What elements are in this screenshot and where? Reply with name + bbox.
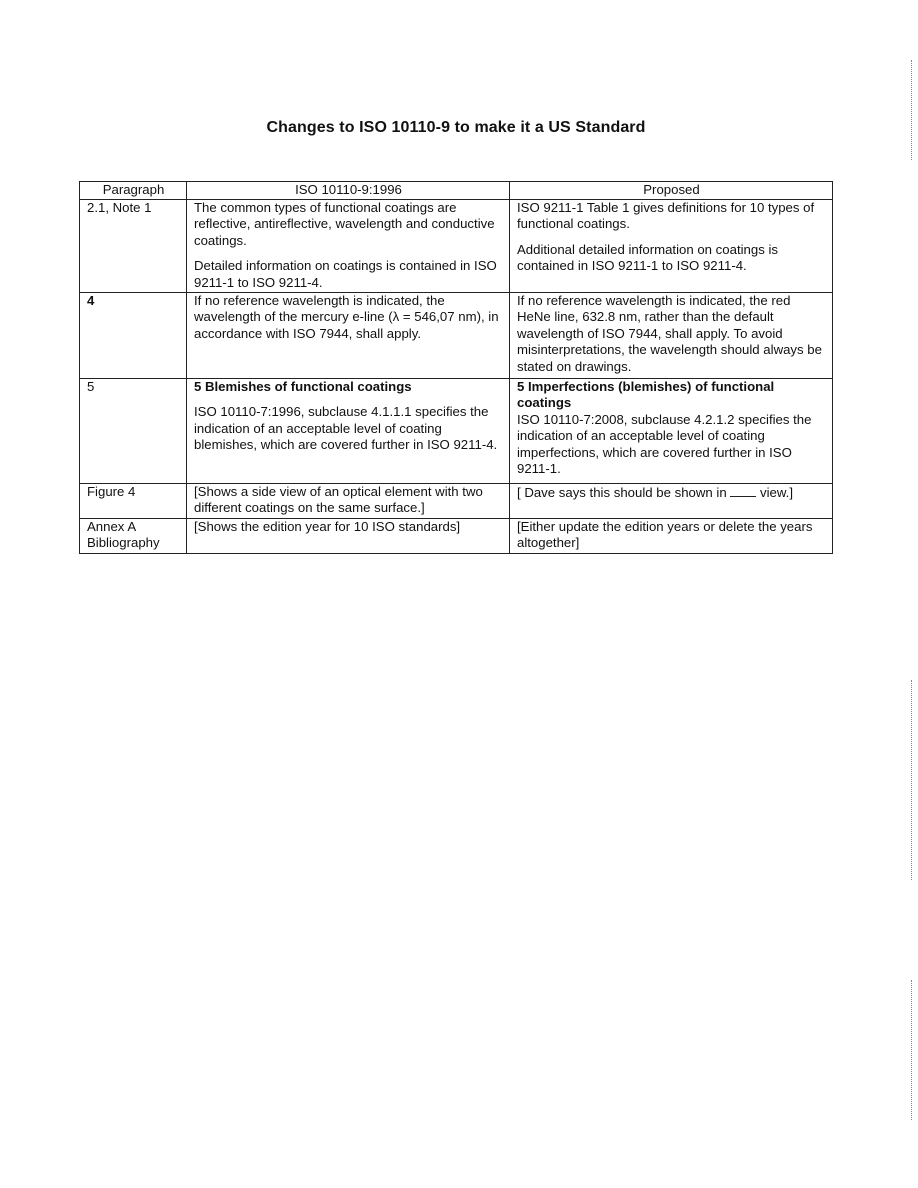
paragraph-ref-line2: Bibliography bbox=[87, 535, 160, 550]
table-row bbox=[80, 483, 833, 518]
iso-text: [Shows a side view of an optical element with two different coatings on the same surface.] bbox=[194, 483, 483, 515]
iso-cell bbox=[187, 518, 510, 553]
paragraph-cell bbox=[80, 199, 187, 292]
iso-heading: 5 Blemishes of functional coatings bbox=[194, 378, 412, 394]
paragraph-ref: Figure 4 bbox=[87, 483, 136, 499]
proposed-text: ISO 9211-1 Table 1 gives definitions for 10 types of functional coatings. bbox=[517, 199, 815, 231]
paragraph-cell bbox=[80, 292, 187, 378]
proposed-cell bbox=[510, 378, 833, 483]
paragraph-ref: 5 bbox=[87, 378, 95, 394]
page-title: Changes to ISO 10110-9 to make it a US Standard bbox=[266, 119, 646, 136]
header-proposed: Proposed bbox=[510, 182, 833, 200]
proposed-cell bbox=[510, 199, 833, 292]
iso-cell bbox=[187, 483, 510, 518]
table-row bbox=[80, 292, 833, 378]
iso-text: Detailed information on coatings is contained in ISO 9211-1 to ISO 9211-4. bbox=[194, 258, 497, 290]
proposed-text: ISO 10110-7:2008, subclause 4.2.1.2 specifies the indication of an acceptable level of coating imperfections, which are covered further in ISO 9211-1. bbox=[517, 411, 812, 476]
proposed-cell bbox=[510, 518, 833, 553]
proposed-cell bbox=[510, 483, 833, 518]
proposed-text-after: view.] bbox=[760, 484, 793, 500]
iso-cell bbox=[187, 378, 510, 483]
proposed-text-before: [ Dave says this should be shown in bbox=[517, 484, 727, 500]
table-row bbox=[80, 518, 833, 553]
scan-margin-mark bbox=[911, 980, 914, 1120]
paragraph-ref-line1: Annex A bbox=[87, 518, 137, 534]
header-iso: ISO 10110-9:1996 bbox=[187, 182, 510, 200]
paragraph-ref: 2.1, Note 1 bbox=[87, 199, 152, 215]
iso-text: The common types of functional coatings are reflective, antireflective, wavelength and conductive coatings. bbox=[194, 199, 495, 248]
scan-margin-mark bbox=[911, 680, 914, 880]
changes-table bbox=[79, 181, 833, 554]
header-paragraph: Paragraph bbox=[80, 182, 187, 200]
scan-margin-mark bbox=[911, 60, 914, 160]
paragraph-cell bbox=[80, 378, 187, 483]
iso-text: If no reference wavelength is indicated, the wavelength of the mercury e-line (λ = 546,07 nm), in accordance with ISO 7944, shall apply. bbox=[194, 292, 499, 341]
paragraph-ref: 4 bbox=[87, 292, 95, 308]
paragraph-cell bbox=[80, 518, 187, 553]
iso-cell bbox=[187, 292, 510, 378]
table-row bbox=[80, 378, 833, 483]
proposed-heading: 5 Imperfections (blemishes) of functional coatings bbox=[517, 378, 775, 410]
fill-in-blank bbox=[730, 484, 756, 497]
iso-cell bbox=[187, 199, 510, 292]
proposed-text bbox=[517, 484, 826, 502]
paragraph-cell bbox=[80, 483, 187, 518]
proposed-text: [Either update the edition years or delete the years altogether] bbox=[517, 518, 813, 550]
iso-text: ISO 10110-7:1996, subclause 4.1.1.1 specifies the indication of an acceptable level of coating blemishes, which are covered further in ISO 9211-4. bbox=[194, 404, 498, 452]
table-row bbox=[80, 199, 833, 292]
proposed-cell bbox=[510, 292, 833, 378]
table-header-row bbox=[80, 182, 833, 200]
proposed-text: Additional detailed information on coatings is contained in ISO 9211-1 to ISO 9211-4. bbox=[517, 241, 778, 273]
iso-text: [Shows the edition year for 10 ISO standards] bbox=[194, 518, 461, 534]
proposed-text: If no reference wavelength is indicated, the red HeNe line, 632.8 nm, rather than the default wavelength of ISO 7944, shall apply. To avoid misinterpretations, the wavelength should always be stated on drawings. bbox=[517, 292, 822, 374]
